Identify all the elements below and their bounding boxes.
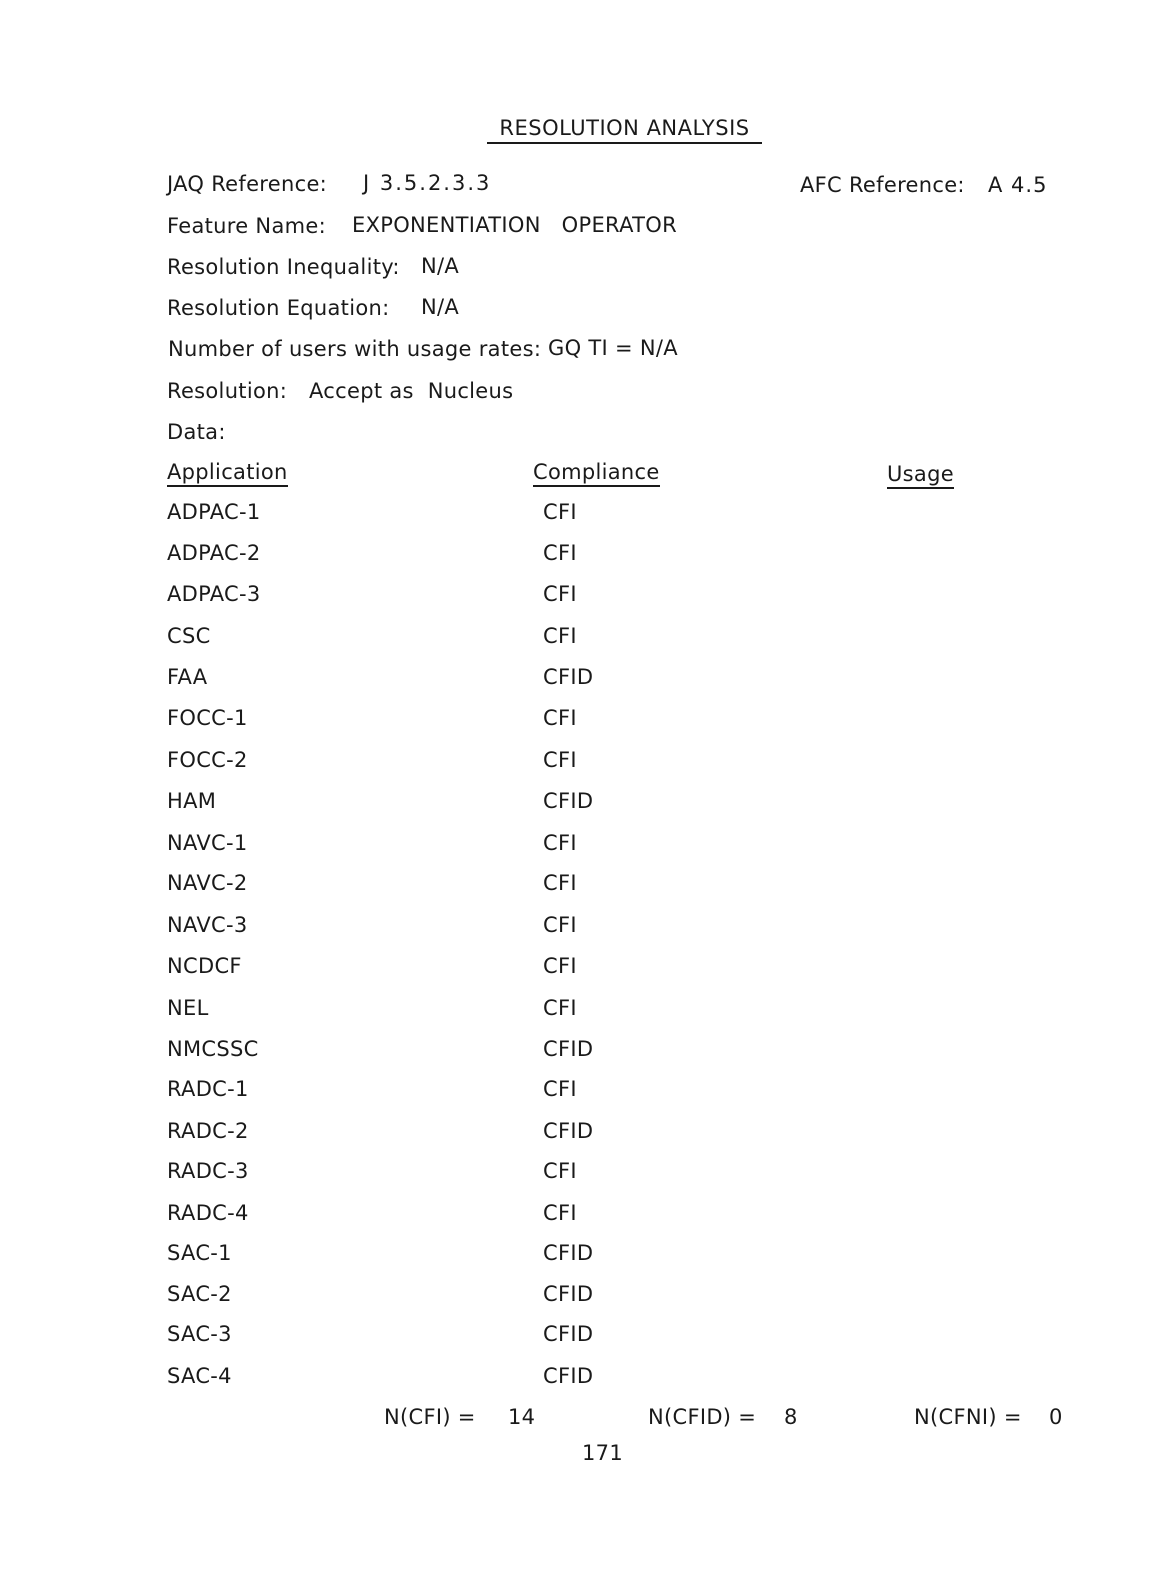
table-row xyxy=(0,1159,1164,1189)
resolution-equation-value: N/A xyxy=(421,295,460,319)
compliance-cell: CFID xyxy=(543,1241,594,1265)
compliance-cell: CFID xyxy=(543,1364,594,1388)
afc-reference-label: AFC Reference: xyxy=(800,173,965,197)
number-of-users-label: Number of users with usage rates: xyxy=(168,337,542,361)
table-row xyxy=(0,789,1164,819)
application-cell: NAVC-3 xyxy=(167,913,248,937)
cfi-count-value: 14 xyxy=(508,1405,536,1429)
application-cell: FOCC-1 xyxy=(167,706,248,730)
compliance-cell: CFID xyxy=(543,789,594,813)
table-row xyxy=(0,913,1164,943)
compliance-cell: CFI xyxy=(543,913,577,937)
table-row xyxy=(0,1037,1164,1067)
cfni-count-label: N(CFNI) = xyxy=(914,1405,1022,1429)
cfi-count-label: N(CFI) = xyxy=(384,1405,476,1429)
application-cell: NAVC-2 xyxy=(167,871,248,895)
table-row xyxy=(0,954,1164,984)
afc-reference-value: A 4.5 xyxy=(988,173,1048,197)
application-cell: RADC-3 xyxy=(167,1159,249,1183)
compliance-cell: CFI xyxy=(543,541,577,565)
application-cell: SAC-2 xyxy=(167,1282,232,1306)
resolution-label: Resolution: xyxy=(167,379,288,403)
application-cell: SAC-4 xyxy=(167,1364,232,1388)
application-cell: ADPAC-3 xyxy=(167,582,261,606)
compliance-cell: CFI xyxy=(543,871,577,895)
compliance-cell: CFI xyxy=(543,831,577,855)
table-row xyxy=(0,1077,1164,1107)
compliance-cell: CFI xyxy=(543,624,577,648)
resolution-value: Accept as Nucleus xyxy=(309,379,514,403)
application-cell: FAA xyxy=(167,665,208,689)
resolution-inequality-value: N/A xyxy=(421,254,460,278)
application-cell: NCDCF xyxy=(167,954,242,978)
application-cell: ADPAC-2 xyxy=(167,541,261,565)
compliance-cell: CFI xyxy=(543,954,577,978)
compliance-cell: CFI xyxy=(543,706,577,730)
jaq-reference-value: J 3.5.2.3.3 xyxy=(363,171,492,195)
table-row xyxy=(0,706,1164,736)
compliance-cell: CFID xyxy=(543,1322,594,1346)
application-cell: FOCC-2 xyxy=(167,748,248,772)
column-header-usage: Usage xyxy=(887,462,954,489)
compliance-cell: CFI xyxy=(543,1159,577,1183)
application-cell: CSC xyxy=(167,624,211,648)
application-cell: HAM xyxy=(167,789,217,813)
application-cell: RADC-1 xyxy=(167,1077,249,1101)
application-cell: ADPAC-1 xyxy=(167,500,261,524)
table-row xyxy=(0,1201,1164,1231)
resolution-equation-label: Resolution Equation: xyxy=(167,296,390,320)
column-header-application: Application xyxy=(167,460,288,487)
compliance-cell: CFID xyxy=(543,1282,594,1306)
compliance-cell: CFID xyxy=(543,665,594,689)
table-row xyxy=(0,1282,1164,1312)
table-row xyxy=(0,871,1164,901)
table-row xyxy=(0,665,1164,695)
compliance-cell: CFI xyxy=(543,1077,577,1101)
column-header-compliance: Compliance xyxy=(533,460,660,487)
cfid-count-value: 8 xyxy=(784,1405,798,1429)
compliance-cell: CFI xyxy=(543,500,577,524)
application-cell: NEL xyxy=(167,996,209,1020)
table-row xyxy=(0,582,1164,612)
compliance-cell: CFI xyxy=(543,748,577,772)
cfni-count-value: 0 xyxy=(1049,1405,1063,1429)
application-cell: RADC-4 xyxy=(167,1201,249,1225)
table-row xyxy=(0,624,1164,654)
compliance-cell: CFI xyxy=(543,582,577,606)
compliance-cell: CFID xyxy=(543,1119,594,1143)
jaq-reference-label: JAQ Reference: xyxy=(167,172,328,196)
application-cell: NMCSSC xyxy=(167,1037,259,1061)
application-cell: SAC-3 xyxy=(167,1322,232,1346)
page-title: RESOLUTION ANALYSIS xyxy=(487,116,762,144)
table-row xyxy=(0,1322,1164,1352)
table-row xyxy=(0,1241,1164,1271)
number-of-users-value: GQ TI = N/A xyxy=(548,336,678,360)
table-row xyxy=(0,996,1164,1026)
feature-name-value: EXPONENTIATION OPERATOR xyxy=(352,213,677,237)
table-row xyxy=(0,1364,1164,1394)
page-number: 171 xyxy=(582,1441,623,1465)
compliance-cell: CFID xyxy=(543,1037,594,1061)
resolution-inequality-label: Resolution Inequality: xyxy=(167,255,400,279)
data-label: Data: xyxy=(167,420,226,444)
application-cell: NAVC-1 xyxy=(167,831,248,855)
table-row xyxy=(0,748,1164,778)
compliance-cell: CFI xyxy=(543,1201,577,1225)
cfid-count-label: N(CFID) = xyxy=(648,1405,757,1429)
feature-name-label: Feature Name: xyxy=(167,214,326,238)
table-row xyxy=(0,1119,1164,1149)
table-row xyxy=(0,500,1164,530)
table-row xyxy=(0,831,1164,861)
application-cell: SAC-1 xyxy=(167,1241,232,1265)
table-row xyxy=(0,541,1164,571)
application-cell: RADC-2 xyxy=(167,1119,249,1143)
compliance-cell: CFI xyxy=(543,996,577,1020)
